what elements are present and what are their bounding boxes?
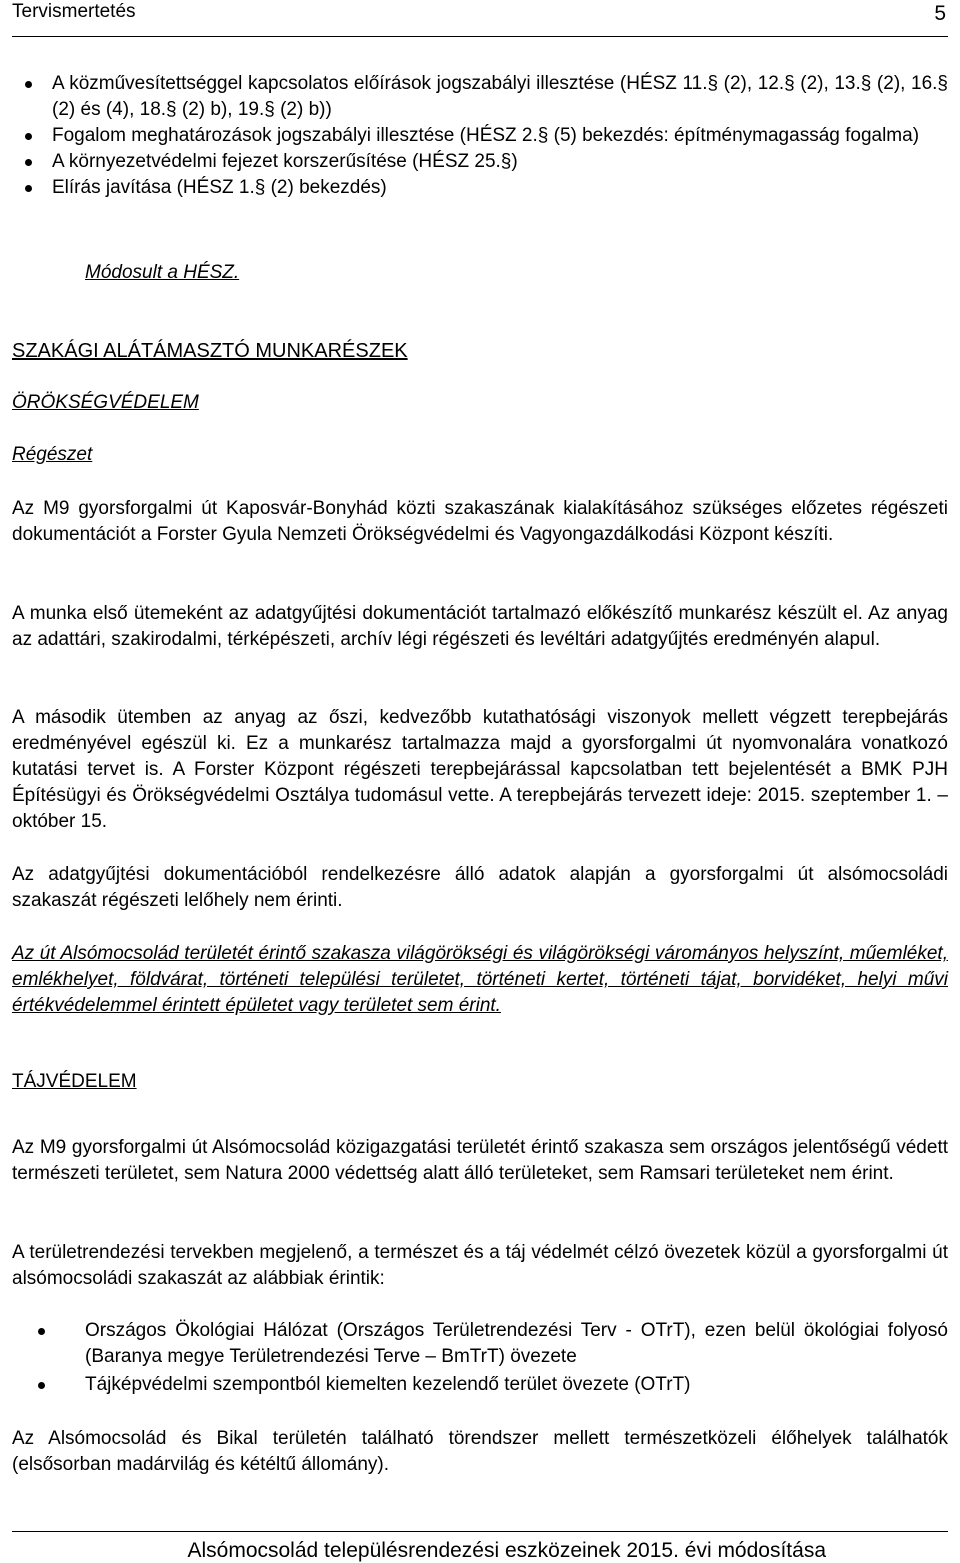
page-header xyxy=(12,0,948,37)
subsubsection-archaeology: Régészet xyxy=(12,444,93,465)
bullet-icon xyxy=(25,159,32,166)
header-title: Tervismertetés xyxy=(12,1,136,22)
list-item xyxy=(12,71,948,123)
paragraph: Az Alsómocsolád és Bikal területén található törendszer mellett természetközeli élőhelyek találhatók (elsősorban madárvilág és kétéltű állomány). xyxy=(12,1428,948,1475)
heritage-statement: Az út Alsómocsolád területét érintő szakasza világörökségi és világörökségi várományos helyszínt, műemléket, emlékhelyet, földvárat, történeti települési területet, történeti kertet, történeti tájat, borvidéket, helyi művi értékvédelemmel érintett épületet vagy területet sem érint. xyxy=(12,943,948,1016)
list-item xyxy=(12,149,948,175)
list-item-text: Országos Ökológiai Hálózat (Országos Területrendezési Terv - OTrT), ezen belül ökológiai folyosó (Baranya megye Területrendezési Terve – BmTrT) övezete xyxy=(85,1320,948,1367)
bullet-icon xyxy=(38,1382,45,1389)
list-item xyxy=(12,1372,948,1398)
list-item-text: Tájképvédelmi szempontból kiemelten kezelendő terület övezete (OTrT) xyxy=(85,1374,691,1395)
list-item-text: A közművesítettséggel kapcsolatos előírások jogszabályi illesztése (HÉSZ 11.§ (2), 12.§ (2), 13.§ (2), 16.§ (2) és (4), 18.§ (2) b), 19.§ (2) b)) xyxy=(52,73,948,120)
bullet-icon xyxy=(25,133,32,140)
change-list xyxy=(12,71,948,201)
paragraph: Az M9 gyorsforgalmi út Kaposvár-Bonyhád közti szakaszának kialakításához szükséges előzetes régészeti dokumentációt a Forster Gyula Nemzeti Örökségvédelmi és Vagyongazdálkodási Központ készíti. xyxy=(12,498,948,545)
subsection-landscape: TÁJVÉDELEM xyxy=(12,1071,137,1092)
bullet-icon xyxy=(38,1328,45,1335)
list-item-text: Fogalom meghatározások jogszabályi illesztése (HÉSZ 2.§ (5) bekezdés: építménymagasság fogalma) xyxy=(52,125,920,146)
paragraph: A területrendezési tervekben megjelenő, a természet és a táj védelmét célzó övezetek közül a gyorsforgalmi út alsómocsoládi szakaszát az alábbiak érintik: xyxy=(12,1242,948,1289)
modification-note: Módosult a HÉSZ. xyxy=(85,262,240,283)
subsection-heritage: ÖRÖKSÉGVÉDELEM xyxy=(12,392,199,413)
bullet-icon xyxy=(25,81,32,88)
paragraph: A munka első ütemeként az adatgyűjtési dokumentációt tartalmazó előkészítő munkarész készült el. Az anyag az adattári, szakirodalmi, térképészeti, archív légi régészeti és levéltári adatgyűjtés eredményén alapul. xyxy=(12,603,948,650)
bullet-icon xyxy=(25,185,32,192)
list-item xyxy=(12,1318,948,1370)
section-heading: SZAKÁGI ALÁTÁMASZTÓ MUNKARÉSZEK xyxy=(12,340,408,362)
paragraph: Az adatgyűjtési dokumentációból rendelkezésre álló adatok alapján a gyorsforgalmi út alsómocsoládi szakaszát régészeti lelőhely nem érinti. xyxy=(12,864,948,911)
footer-text: Alsómocsolád településrendezési eszközeinek 2015. évi módosítása xyxy=(187,1539,826,1562)
list-item-text: Elírás javítása (HÉSZ 1.§ (2) bekezdés) xyxy=(52,177,387,198)
page-footer xyxy=(12,1531,948,1562)
zone-list xyxy=(12,1318,948,1398)
list-item xyxy=(12,123,948,149)
list-item xyxy=(12,175,948,201)
paragraph: Az M9 gyorsforgalmi út Alsómocsolád közigazgatási területét érintő szakasza sem országos jelentőségű védett természeti területet, sem Natura 2000 védettség alatt álló területeket, sem Ramsari területeket nem érint. xyxy=(12,1137,948,1184)
paragraph: A második ütemben az anyag az őszi, kedvezőbb kutathatósági viszonyok mellett végzett terepbejárás eredményével egészül ki. Ez a munkarész tartalmazza majd a gyorsforgalmi út nyomvonalára vonatkozó kutatási tervet is. A Forster Központ régészeti terepbejárással kapcsolatban tett bejelentését a BMK PJH Építésügyi és Örökségvédelmi Osztálya tudomásul vette. A terepbejárás tervezett ideje: 2015. szeptember 1. – október 15. xyxy=(12,707,948,832)
list-item-text: A környezetvédelmi fejezet korszerűsítése (HÉSZ 25.§) xyxy=(52,151,518,172)
page-number: 5 xyxy=(934,2,946,25)
